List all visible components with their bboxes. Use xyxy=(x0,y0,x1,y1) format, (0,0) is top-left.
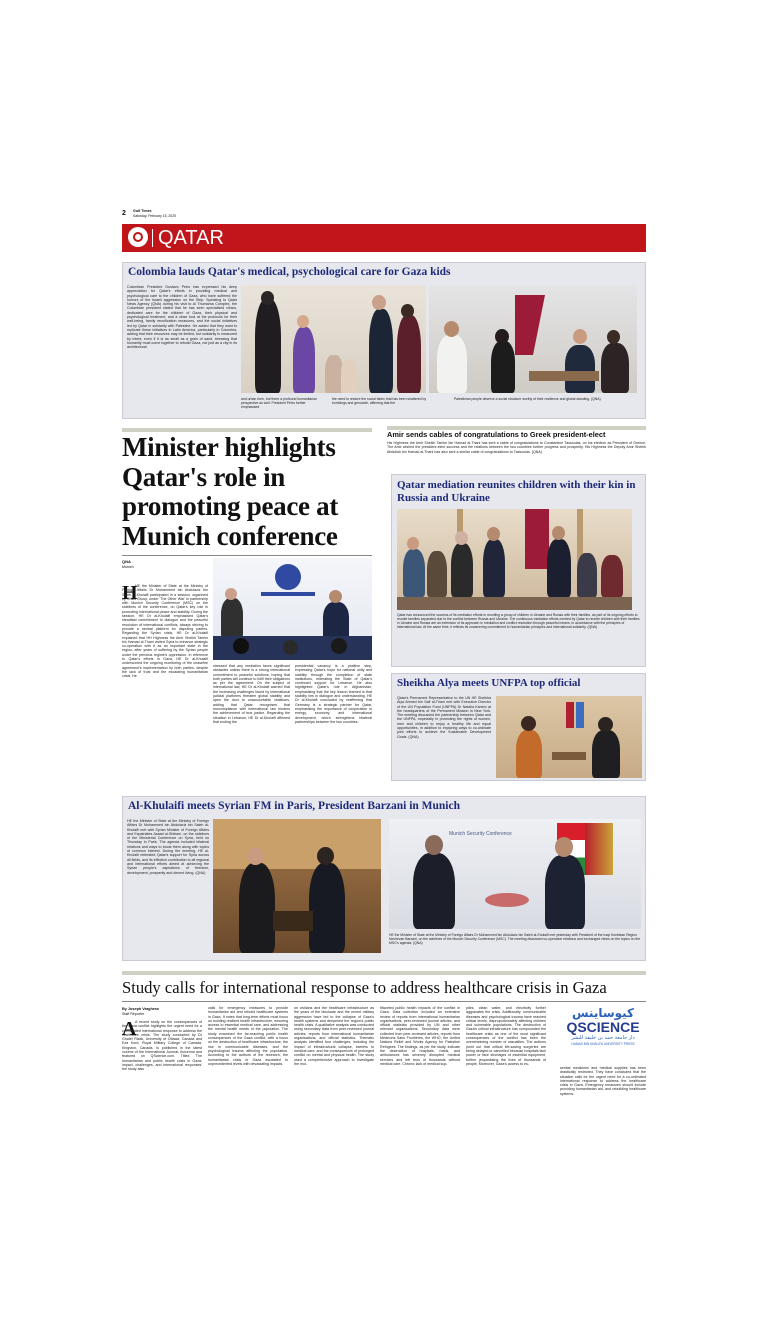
study-byline-role: Staff Reporter xyxy=(122,1012,145,1016)
alya-body: Qatar's Permanent Representative to the UN HE Sheikha Alya Ahmed bin Saif al-Thani met with Executive Director of the UN Population Fund (UNFPA) Dr Natalia Kanem at the headquarters of the Permanent Mission in New York. The meeting discussed the partnership between Qatar and the UNFPA, especially in promoting the rights of women, men and children to enjoy a healthy life and equal opportunities, in addition to exploring ways to co-ordinate joint efforts to achieve the Sustainable Development Goals. (QNA) xyxy=(397,696,491,739)
section-divider xyxy=(152,229,153,247)
section-title: QATAR xyxy=(158,227,224,249)
alya-photo xyxy=(496,696,642,778)
study-col-2: calls for emergency measures to provide humanitarian aid and rebuild healthcare systems in Gaza. It notes that long-term efforts must focus on building resilient health infrastructure, ensuring access to essential medical care, and addressing the mental health needs of the population. The study examined the far-reaching public health consequences of the Gaza conflict, with a focus on the destruction of healthcare infrastructure, the rise in communicable diseases, and the psychological trauma affecting the population. According to the authors of the research, the humanitarian crisis in Gaza escalated to unprecedented levels with devastating impacts xyxy=(208,1006,288,1066)
study-dropcap: A xyxy=(122,1018,137,1040)
minister-dropcap: H xyxy=(122,582,138,604)
colombia-body: Colombian President Gustavo Petro has expressed his deep appreciation for Qatar's efforts in providing medical and psychological care to the children of Gaza, who have suffered the horrors of the Israeli aggression on the Strip. Speaking to Qatar News Agency (QNA) during his visit to Al Thumama Complex, the Colombian president stated that he has seen specialised clinics, dedicated care for the children of Gaza, their physical and psychological treatment, and a close look at the protocols for their well-being, family reunification measures, and the social initiatives led by Qatar in solidarity with Palestine. He added that they want to replicate these initiatives in Latin America, particularly in Colombia, adding that their resources may be limited, but solidarity is measured by intent, even if it is as small as a grain of sand, stressing that humanity must come together to rebuild Gaza, not just as a city in its architectural xyxy=(127,285,237,350)
study-byline-name: By Joseph Varghese xyxy=(122,1007,160,1011)
colombia-story-box xyxy=(122,262,646,419)
barzani-caption: HE the Minister of State at the Ministry of Foreign Affairs Dr Mohammed bin Abdulaziz bin Saleh al-Khulaifi met yesterday with President of the Iraqi Kurdistan Region Nechirvan Barzani, on the sidelines of the Munich Security Conference (MSC). The meeting discussed co-operation relations and exchanged views on the topics on the MSC's agenda. (QNA) xyxy=(389,933,641,946)
khulaifi-story-box xyxy=(122,796,646,961)
colombia-photo-2 xyxy=(429,285,637,393)
minister-col-3: presidential vacancy is a positive step, expressing Qatar's hope for national unity and stability through the completion of state institutions, reiterating the State of Qatar's continued support for Lebanon. He also highlighted Qatar's role in Afghanistan, emphasising that the key lesson learned is that stability lies in dialogue and understanding. HE Dr al-Khulaifi concluded by reaffirming that Germany is a strategic partner for Qatar, emphasising the importance of cooperation in energy, economy, and international development, which strengthens bilateral partnerships between the two countries. xyxy=(295,664,372,724)
qscience-logo-sub: دار جامعة حمد بن خليفة للنشر xyxy=(571,1035,635,1041)
minister-headline: Minister highlights Qatar's role in promoting peace at Munich conference xyxy=(122,432,339,551)
gulf-times-logo-icon xyxy=(128,227,148,247)
amir-body: His Highness the Amir Sheikh Tamim bin Hamad al-Thani has sent a cable of congratulations to Constantine Tassoulas, on his election as President of Greece. The Amir wished the president-elect success and the relations between the two countries further progress and prosperity. His Highness the Deputy Amir Sheikh Abdullah bin Hamad al-Thani has also sent a similar cable of congratulations to Tassoulas. (QNA) xyxy=(387,441,646,454)
mediation-caption: Qatar has announced the success of its mediation efforts in reuniting a group of children in Ukraine and Russia with their families, as part of its ongoing efforts to reunite families separated due to the conflict between Russia and Ukraine. The continuous mediation efforts exerted by Qatar to reunite children with their families in Ukraine and Russia are an extension of its approach in mediation and conflict resolution through peaceful means, in accordance with the principles of international law. At the same time, it reflects its unwavering commitment to humanitarian principles and international solidarity. (QNA) xyxy=(397,613,640,630)
study-top-bar xyxy=(122,971,646,975)
mediation-story-box xyxy=(391,474,646,667)
mediation-headline: Qatar mediation reunites children with their kin in Russia and Ukraine xyxy=(397,479,636,504)
munich-conference-photo xyxy=(213,558,372,660)
section-header-bar xyxy=(122,224,646,252)
minister-headline-rule xyxy=(122,555,372,556)
colombia-caption-1: and urban form, but there a profound humanitarian perspective as well. President Petro further emphasised xyxy=(241,397,317,410)
khulaifi-body: HE the Minister of State at the Ministry of Foreign Affairs Dr Mohammed bin Abdulaziz bin Saleh al-Khulaifi met with Syrian Minister of Foreign Affairs and Expatriates Asaad al-Shibani, on the sidelines of the Ministerial Conference on Syria, held on Thursday in Paris. The agenda included bilateral relations and ways to boost them along with topics of common interest. During the meeting, HE al-Khulaifi reiterated Qatar's support for Syria across all fields, and its effective contribution to all regional and international efforts aimed at achieving the Syrian people's aspirations of freedom, development, prosperity and decent living. (QNA) xyxy=(127,819,209,875)
qscience-logo-text: QSCIENCE xyxy=(566,1019,640,1035)
date-line: Saturday, February 15, 2025 xyxy=(133,214,176,218)
study-col-4: tifaceted public health impacts of the conflict in Gaza. Data collection included an extensive review of reports from international humanitarian organisations, peer-reviewed journal articles, and official statistics provided by UN and other relevant organisations. Secondary data were collected from peer-reviewed articles, reports from Médecins Sans Frontières, the WHO, the United Nations Relief and Works Agency for Palestine Refugees. The findings, as per the study, indicate the destruction of hospitals, roads, and ambulances has severely disrupted medical services and left tens of thousands without medical care. Chronic lack of medical sup- xyxy=(380,1006,460,1066)
alya-headline: Sheikha Alya meets UNFPA top official xyxy=(397,677,581,689)
study-headline-rule xyxy=(122,1001,646,1002)
colombia-caption-2: the need to restore the social fabric that has been shattered by bombings and genocide, affirming that the xyxy=(332,397,427,406)
study-col-5: plies, clean water, and electricity further aggravates the crisis. Additionally, communicable diseases and psychological trauma have reached critical levels, disproportionately affecting children and vulnerable populations. The destruction of Gaza's critical infrastructure has compounded the healthcare crisis as one of the most significant consequences of the conflict has been the overwhelming number of casualties. The authors point out that critical life-saving surgeries are being delayed or cancelled because hospitals lack power or face shortages of essential equipment, further jeopardising the lives of thousands of people. Moreover, Gaza's access to es- xyxy=(466,1006,546,1066)
minister-col-2: stressed that any mediation faces significant obstacles unless there is a strong international commitment to peaceful solutions, hoping that both parties will continue to fulfil their obligations as per the agreement. On the subject of international law, HE Dr al-Khulaifi warned that the increasing challenges faced by international judicial platforms threaten global stability and open the door to unaccountable violations, adding that Qatar recognises that noncompliance with international law hinders the achievement of true justice. Regarding the situation in Lebanon, HE Dr al-Khulaifi affirmed that ending the xyxy=(213,664,290,724)
qscience-logo xyxy=(560,1006,646,1058)
barzani-photo xyxy=(389,819,641,929)
colombia-headline: Colombia lauds Qatar's medical, psychological care for Gaza kids xyxy=(128,266,451,278)
qscience-logo-sub-en: HAMAD BIN KHALIFA UNIVERSITY PRESS xyxy=(571,1042,635,1046)
khulaifi-headline: Al-Khulaifi meets Syrian FM in Paris, President Barzani in Munich xyxy=(128,800,461,812)
syrian-fm-photo xyxy=(213,819,381,953)
newspaper-page xyxy=(122,208,646,1023)
colombia-caption-3: Palestinian people deserve a social structure worthy of their resilience and global standing. (QNA) xyxy=(454,397,601,401)
qscience-logo-arabic: كيوساينس xyxy=(571,1006,635,1020)
study-headline: Study calls for international response to address healthcare crisis in Gaza xyxy=(122,978,607,997)
msc-backdrop-text: Munich Security Conference xyxy=(449,831,512,837)
minister-byline-place: Munich xyxy=(122,565,134,569)
minister-byline-agency: QNA xyxy=(122,559,131,564)
study-col-1: A recent study on the consequences of the Gaza conflict highlights the urgent need for a coordinated international response to address the healthcare crisis. The study conducted by Dr Ghalef Rizak, University of Ottawa, Canada and Eza Kord, Royal Military College of Canada, Kingston, Canada, is published in the latest volume of the International Journal, Avicenna and featured on QScience.com. Titled 'The humanitarian and public health crisis in Gaza: impact, challenges, and international responses' the study also xyxy=(122,1020,202,1072)
mediation-photo xyxy=(397,509,632,610)
alya-story-box xyxy=(391,673,646,781)
study-col-6: sential medicines and medical supplies has been drastically restricted. They have concluded that the situation calls for the urgent need for a co-ordinated international response to address the healthcare crisis in Gaza. Emergency measures should include providing humanitarian aid, and rebuilding healthcare systems. xyxy=(560,1066,646,1096)
page-number: 2 xyxy=(122,210,126,217)
study-col-3: on civilians and the healthcare infrastructure as the years of the blockade and the recent military aggression have led to the collapse of Gaza's health systems and deepened the region's public health crisis. A qualitative analysis was conducted using secondary data from peer-reviewed journal articles, reports from international humanitarian organisations, and official statistics. Thematic analysis identified four challenges, including the impact of infrastructural collapse, barriers to medical care, and the consequences of prolonged conflict on mental and physical health. The study used a comprehensive approach to investigate the mul- xyxy=(294,1006,374,1066)
minister-col-1: HE the Minister of State at the Ministry of Foreign Affairs Dr Mohammed bin Abdulaziz bin Saleh al-Khulaifi participated in a session, organised by Crisis Group, under 'The Other War' in partnership with Munich Security Conference (MSC) on the sidelines of the conference, on Qatar's key role in promoting international peace and stability. During the session, HE Dr al-Khulaifi emphasised Qatar's steadfast commitment to dialogue and the peaceful resolution of international conflicts, always striving to provide a neutral platform for disputing parties. Regarding the Syrian crisis, HE Dr al-Khulaifi explained that HH Highness the Amir Sheikh Tamim bin Hamad al-Thani visited Syria to enhance strategic co-operation with it as an important state in the region, after years of suffering by the Syrian people under the previous regime's oppression. In reference to Qatar's efforts in Gaza, HE Dr al-Khulaifi underscored the ongoing monitoring of the ceasefire agreement's implementation by both parties, despite the lack of trust and the escalating humanitarian crisis. He xyxy=(122,584,208,679)
colombia-photo-1 xyxy=(241,285,426,393)
publication-name: Gulf Times xyxy=(133,209,152,213)
amir-headline: Amir sends cables of congratulations to Greek president-elect xyxy=(387,430,606,439)
